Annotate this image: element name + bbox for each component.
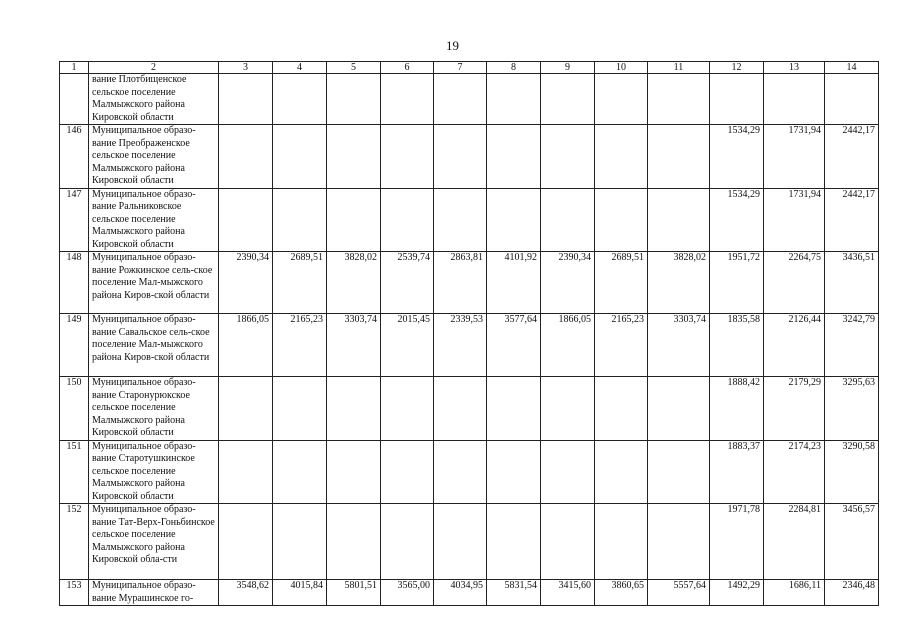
- tariff-table: [59, 61, 879, 606]
- value-cell: 4101,92: [487, 252, 541, 314]
- value-cell: [595, 74, 648, 125]
- municipality-name: Муниципальное образо-вание Тат-Верх-Гоньбинское сельское поселение Малмыжского района Кировской обла-сти: [89, 504, 219, 580]
- value-cell: 3242,79: [825, 314, 879, 377]
- municipality-name: вание Плотбищенское сельское поселение Малмыжского района Кировской области: [89, 74, 219, 125]
- value-cell: [381, 188, 434, 252]
- value-cell: [648, 377, 710, 441]
- table-row: [60, 74, 879, 125]
- municipality-name: Муниципальное образо-вание Рожкинское сель-ское поселение Мал-мыжского района Киров-ской области: [89, 252, 219, 314]
- value-cell: 2863,81: [434, 252, 487, 314]
- value-cell: [541, 440, 595, 504]
- value-cell: 5831,54: [487, 580, 541, 606]
- column-header: 12: [710, 62, 764, 74]
- value-cell: [541, 74, 595, 125]
- table-row: [60, 377, 879, 441]
- value-cell: [327, 125, 381, 189]
- table-row: [60, 252, 879, 314]
- column-header: 1: [60, 62, 89, 74]
- value-cell: [219, 125, 273, 189]
- value-cell: [381, 125, 434, 189]
- value-cell: [764, 74, 825, 125]
- column-number-row: [60, 62, 879, 74]
- table-row: [60, 188, 879, 252]
- table-row: [60, 314, 879, 377]
- value-cell: [648, 125, 710, 189]
- value-cell: [434, 74, 487, 125]
- row-number: 151: [60, 440, 89, 504]
- value-cell: [273, 188, 327, 252]
- value-cell: [595, 440, 648, 504]
- column-header: 6: [381, 62, 434, 74]
- value-cell: [595, 377, 648, 441]
- municipality-name: Муниципальное образо-вание Старотушкинское сельское поселение Малмыжского района Кировской области: [89, 440, 219, 504]
- value-cell: [327, 504, 381, 580]
- value-cell: [487, 188, 541, 252]
- value-cell: 2390,34: [541, 252, 595, 314]
- value-cell: 3295,63: [825, 377, 879, 441]
- value-cell: 2015,45: [381, 314, 434, 377]
- value-cell: [273, 74, 327, 125]
- value-cell: [595, 188, 648, 252]
- value-cell: [273, 504, 327, 580]
- table-row: [60, 504, 879, 580]
- value-cell: 5801,51: [327, 580, 381, 606]
- value-cell: 3577,64: [487, 314, 541, 377]
- value-cell: 1835,58: [710, 314, 764, 377]
- value-cell: [434, 504, 487, 580]
- value-cell: [541, 188, 595, 252]
- value-cell: [434, 125, 487, 189]
- value-cell: 1951,72: [710, 252, 764, 314]
- value-cell: [273, 125, 327, 189]
- value-cell: 2339,53: [434, 314, 487, 377]
- municipality-name: Муниципальное образо-вание Ральниковское сельское поселение Малмыжского района Кировской области: [89, 188, 219, 252]
- value-cell: 4015,84: [273, 580, 327, 606]
- column-header: 8: [487, 62, 541, 74]
- column-header: 4: [273, 62, 327, 74]
- value-cell: [487, 74, 541, 125]
- value-cell: [648, 188, 710, 252]
- value-cell: 2539,74: [381, 252, 434, 314]
- value-cell: [434, 377, 487, 441]
- value-cell: [648, 74, 710, 125]
- value-cell: 1534,29: [710, 188, 764, 252]
- value-cell: 1866,05: [541, 314, 595, 377]
- value-cell: 2689,51: [595, 252, 648, 314]
- row-number: 150: [60, 377, 89, 441]
- value-cell: 3828,02: [327, 252, 381, 314]
- value-cell: [381, 440, 434, 504]
- value-cell: [327, 377, 381, 441]
- value-cell: [710, 74, 764, 125]
- value-cell: 3860,65: [595, 580, 648, 606]
- column-header: 14: [825, 62, 879, 74]
- value-cell: 1492,29: [710, 580, 764, 606]
- value-cell: [648, 504, 710, 580]
- value-cell: 3456,57: [825, 504, 879, 580]
- value-cell: [219, 74, 273, 125]
- value-cell: [541, 125, 595, 189]
- value-cell: 2165,23: [595, 314, 648, 377]
- row-number: 148: [60, 252, 89, 314]
- value-cell: 3436,51: [825, 252, 879, 314]
- value-cell: [487, 125, 541, 189]
- value-cell: 1883,37: [710, 440, 764, 504]
- value-cell: 2264,75: [764, 252, 825, 314]
- row-number: 149: [60, 314, 89, 377]
- row-number: 146: [60, 125, 89, 189]
- value-cell: [273, 377, 327, 441]
- value-cell: 2174,23: [764, 440, 825, 504]
- row-number: [60, 74, 89, 125]
- value-cell: 3548,62: [219, 580, 273, 606]
- value-cell: 2442,17: [825, 188, 879, 252]
- value-cell: [273, 440, 327, 504]
- value-cell: [434, 188, 487, 252]
- value-cell: [381, 74, 434, 125]
- value-cell: [541, 377, 595, 441]
- table-row: [60, 125, 879, 189]
- column-header: 10: [595, 62, 648, 74]
- value-cell: 2442,17: [825, 125, 879, 189]
- value-cell: 3303,74: [327, 314, 381, 377]
- value-cell: 3303,74: [648, 314, 710, 377]
- value-cell: 1971,78: [710, 504, 764, 580]
- row-number: 147: [60, 188, 89, 252]
- value-cell: 1534,29: [710, 125, 764, 189]
- value-cell: 2165,23: [273, 314, 327, 377]
- column-header: 5: [327, 62, 381, 74]
- value-cell: 1686,11: [764, 580, 825, 606]
- value-cell: [381, 504, 434, 580]
- value-cell: 2390,34: [219, 252, 273, 314]
- table-row: [60, 580, 879, 606]
- column-header: 11: [648, 62, 710, 74]
- value-cell: 2346,48: [825, 580, 879, 606]
- value-cell: [381, 377, 434, 441]
- row-number: 153: [60, 580, 89, 606]
- column-header: 3: [219, 62, 273, 74]
- table-row: [60, 440, 879, 504]
- value-cell: [487, 377, 541, 441]
- municipality-name: Муниципальное образо-вание Старонурюкское сельское поселение Малмыжского района Кировской области: [89, 377, 219, 441]
- page-number: 19: [446, 38, 459, 53]
- value-cell: [595, 125, 648, 189]
- value-cell: 2126,44: [764, 314, 825, 377]
- value-cell: 3415,60: [541, 580, 595, 606]
- value-cell: 1888,42: [710, 377, 764, 441]
- value-cell: 2179,29: [764, 377, 825, 441]
- value-cell: [219, 188, 273, 252]
- value-cell: [541, 504, 595, 580]
- column-header: 13: [764, 62, 825, 74]
- value-cell: [327, 188, 381, 252]
- column-header: 2: [89, 62, 219, 74]
- value-cell: 3565,00: [381, 580, 434, 606]
- value-cell: [219, 440, 273, 504]
- value-cell: 2689,51: [273, 252, 327, 314]
- value-cell: [487, 440, 541, 504]
- value-cell: 3290,58: [825, 440, 879, 504]
- value-cell: 4034,95: [434, 580, 487, 606]
- column-header: 9: [541, 62, 595, 74]
- value-cell: 3828,02: [648, 252, 710, 314]
- value-cell: [327, 74, 381, 125]
- value-cell: 1866,05: [219, 314, 273, 377]
- value-cell: 1731,94: [764, 125, 825, 189]
- value-cell: [487, 504, 541, 580]
- value-cell: [327, 440, 381, 504]
- value-cell: 1731,94: [764, 188, 825, 252]
- value-cell: [595, 504, 648, 580]
- column-header: 7: [434, 62, 487, 74]
- value-cell: 5557,64: [648, 580, 710, 606]
- value-cell: 2284,81: [764, 504, 825, 580]
- value-cell: [219, 377, 273, 441]
- value-cell: [648, 440, 710, 504]
- value-cell: [434, 440, 487, 504]
- value-cell: [825, 74, 879, 125]
- value-cell: [219, 504, 273, 580]
- row-number: 152: [60, 504, 89, 580]
- municipality-name: Муниципальное образо-вание Преображенское сельское поселение Малмыжского района Кировской области: [89, 125, 219, 189]
- table-body: [60, 74, 879, 606]
- municipality-name: Муниципальное образо-вание Савальское сель-ское поселение Мал-мыжского района Киров-ской области: [89, 314, 219, 377]
- municipality-name: Муниципальное образо-вание Мурашинское го-: [89, 580, 219, 606]
